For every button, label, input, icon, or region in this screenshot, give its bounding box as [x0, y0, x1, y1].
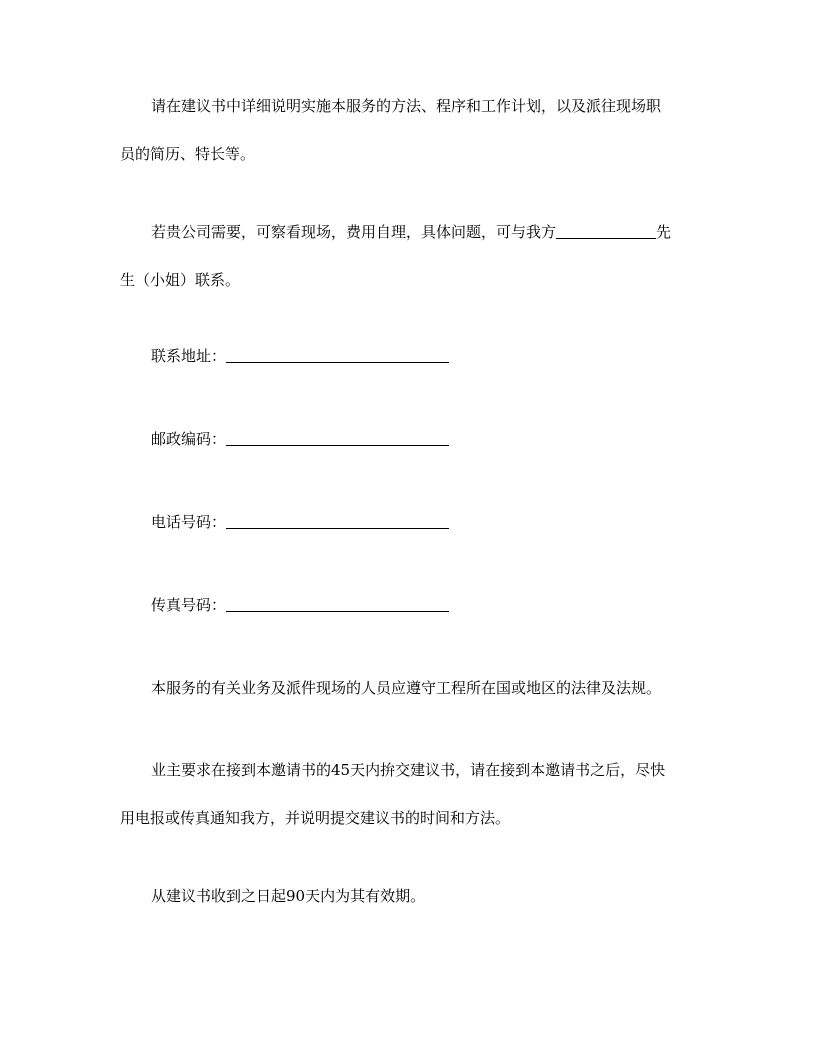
- postcode-label: 邮政编码：: [151, 430, 227, 448]
- contact-person-blank[interactable]: [556, 222, 656, 239]
- postcode-field: [151, 427, 449, 451]
- phone-field: [151, 510, 449, 534]
- paragraph-site-visit: [120, 208, 705, 304]
- paragraph-line: 用电报或传真通知我方，并说明提交建议书的时间和方法。: [120, 809, 511, 827]
- paragraph-line: 从建议书收到之日起90天内为其有效期。: [151, 887, 426, 905]
- address-label: 联系地址：: [151, 347, 227, 365]
- site-visit-text: 若贵公司需要，可察看现场，费用自理，具体问题，可与我方: [151, 223, 557, 241]
- address-field: [151, 344, 449, 368]
- paragraph-line: 员的简历、特长等。: [120, 145, 256, 163]
- site-visit-text-tail: 先: [656, 223, 672, 241]
- paragraph-submission: [120, 746, 705, 842]
- paragraph-compliance: [120, 664, 705, 712]
- postcode-blank[interactable]: [226, 429, 449, 446]
- fax-field: [151, 593, 449, 617]
- paragraph-line: 业主要求在接到本邀请书的45天内拚交建议书，请在接到本邀请书之后，尽快: [151, 761, 666, 779]
- fax-blank[interactable]: [226, 595, 449, 612]
- paragraph-line: 生（小姐）联系。: [120, 271, 241, 289]
- paragraph-proposal-details: [120, 82, 705, 178]
- paragraph-validity: [120, 872, 705, 920]
- paragraph-line: 本服务的有关业务及派件现场的人员应遵守工程所在国或地区的法律及法规。: [151, 679, 662, 697]
- paragraph-line: [120, 208, 705, 256]
- paragraph-line: 请在建议书中详细说明实施本服务的方法、程序和工作计划，以及派往现场职: [151, 97, 662, 115]
- fax-label: 传真号码：: [151, 596, 227, 614]
- address-blank[interactable]: [226, 346, 449, 363]
- phone-label: 电话号码：: [151, 513, 227, 531]
- phone-blank[interactable]: [226, 512, 449, 529]
